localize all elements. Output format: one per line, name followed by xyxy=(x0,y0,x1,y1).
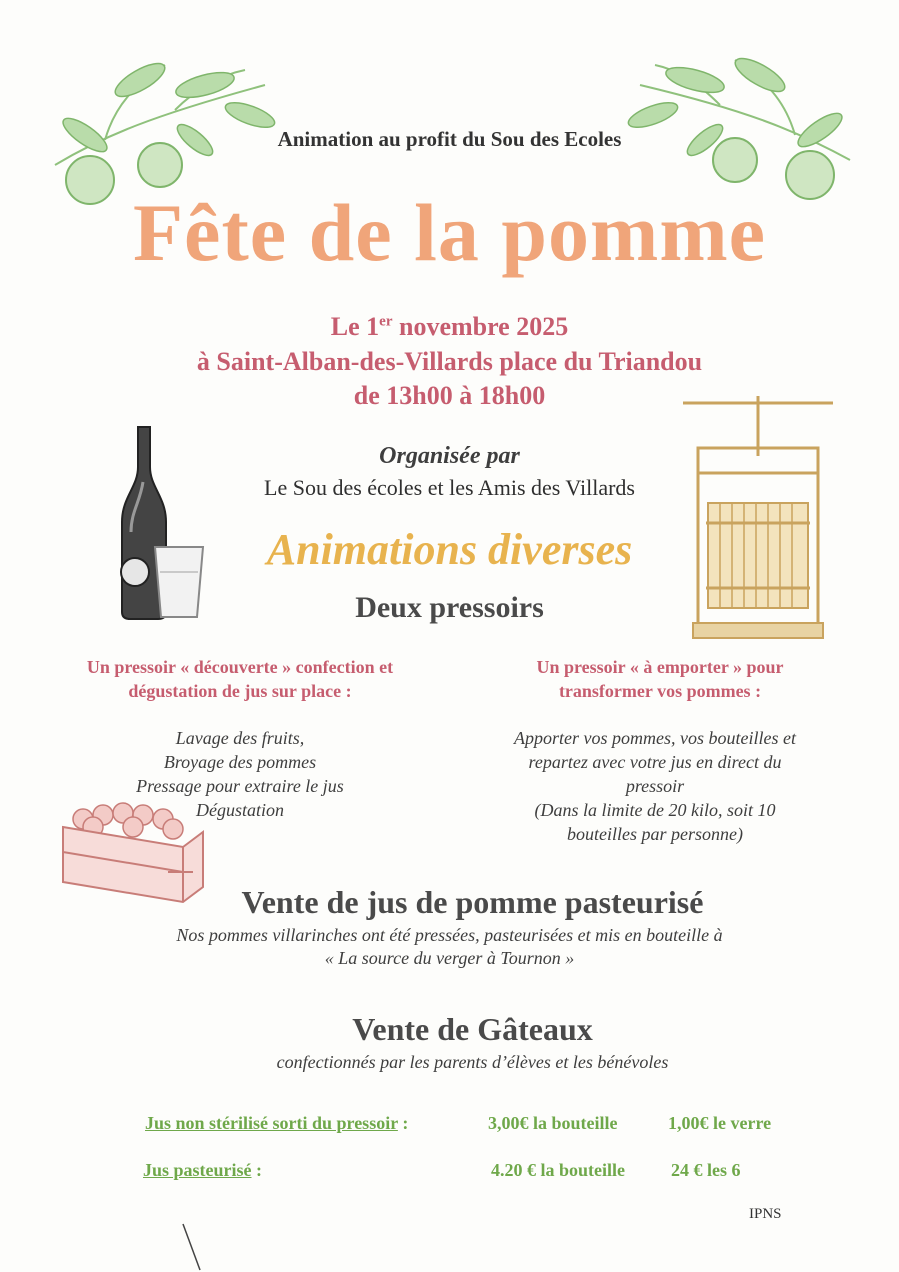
list-item: Dégustation xyxy=(196,800,284,820)
price-label-pasteurized xyxy=(143,1160,262,1181)
cake-sale-title: Vente de Gâteaux xyxy=(352,1011,593,1047)
event-subtitle: Animation au profit du Sou des Ecoles xyxy=(277,127,622,151)
press-right-line: pressoir xyxy=(625,776,685,796)
list-item: Broyage des pommes xyxy=(163,752,317,772)
presses-title: Deux pressoirs xyxy=(355,591,544,624)
event-date-sup: er xyxy=(379,313,393,330)
list-item: Pressage pour extraire le jus xyxy=(136,776,344,796)
press-right-line: repartez avec votre jus en direct du xyxy=(528,752,782,772)
price-label-unsterilized xyxy=(145,1113,408,1134)
press-right-line: bouteilles par personne) xyxy=(567,824,743,844)
pen-mark-decoration xyxy=(178,1222,208,1272)
press-left-heading xyxy=(40,655,440,703)
event-date-prefix: Le 1 xyxy=(330,312,380,341)
press-left-list xyxy=(90,726,390,822)
press-right-heading-line2: transformer vos pommes : xyxy=(558,681,762,701)
price-label-text: Jus pasteurisé xyxy=(143,1160,252,1180)
cake-sale-subtitle: confectionnés par les parents d’élèves et les bénévoles xyxy=(276,1052,669,1072)
organized-by-label: Organisée par xyxy=(379,443,520,469)
event-place: à Saint-Alban-des-Villards place du Triandou xyxy=(196,347,703,376)
list-item: Lavage des fruits, xyxy=(175,728,305,748)
price-bottle-unsterilized: 3,00€ la bouteille xyxy=(488,1113,618,1133)
organizers-names: Le Sou des écoles et les Amis des Villards xyxy=(264,475,635,500)
price-label-suffix: : xyxy=(397,1113,409,1133)
price-glass-unsterilized: 1,00€ le verre xyxy=(668,1113,772,1133)
apple-branch-right-illustration xyxy=(625,40,860,210)
ipns-mention: IPNS xyxy=(749,1206,782,1222)
press-right-heading xyxy=(480,655,840,703)
price-label-suffix: : xyxy=(251,1160,263,1180)
event-date-suffix: novembre 2025 xyxy=(392,312,569,341)
price-label-text: Jus non stérilisé sorti du pressoir xyxy=(145,1113,398,1133)
press-right-line: Apporter vos pommes, vos bouteilles et xyxy=(514,728,796,748)
page-title: Fête de la pomme xyxy=(132,187,767,278)
juice-sale-line1: Nos pommes villarinches ont été pressées, pasteurisées et mis en bouteille à xyxy=(176,925,723,945)
juice-sale-title: Vente de jus de pomme pasteurisé xyxy=(241,884,704,920)
press-right-line: (Dans la limite de 20 kilo, soit 10 xyxy=(534,800,776,820)
press-right-heading-line1: Un pressoir « à emporter » pour xyxy=(536,657,784,677)
price-pack-pasteurized: 24 € les 6 xyxy=(671,1160,741,1180)
price-bottle-pasteurized: 4.20 € la bouteille xyxy=(491,1160,625,1180)
event-date xyxy=(0,312,899,342)
press-right-text xyxy=(470,726,840,846)
juice-sale-line2: « La source du verger à Tournon » xyxy=(324,948,575,968)
event-hours: de 13h00 à 18h00 xyxy=(353,381,546,410)
press-left-heading-line1: Un pressoir « découverte » confection et xyxy=(86,657,394,677)
animations-title: Animations diverses xyxy=(266,525,633,574)
press-left-heading-line2: dégustation de jus sur place : xyxy=(128,681,352,701)
